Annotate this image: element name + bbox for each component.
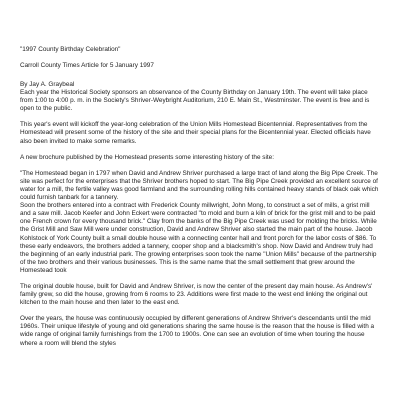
article-source: Carroll County Times Article for 5 January 1997 [20,62,154,69]
paragraph-2: This year's event will kickoff the year-long celebration of the Union Mills Homestead Bicentennial. Representatives from the Homestead will present some of the history of the site and their special plans for the Bicentennial year. Elected officials have also been invited to make some remarks. [20,121,371,145]
quote-paragraph-1: "The Homestead began in 1797 when David and Andrew Shriver purchased a large tract of land along the Big Pipe Creek. The site was perfect for the enterprises that the Shriver brothers hoped to start. The Big Pipe Creek provided an excellent source of water for a mill, the fertile valley was good farmland and the surrounding rolling hills contained heavy stands of black oak which could furnish tanbark for a tannery. [20,169,379,202]
paragraph-1: Each year the Historical Society sponsors an observance of the County Birthday on January 19th. The event will take place from 1:00 to 4:00 p. m. in the Society's Shriver-Weybright Auditorium, 210 E. Main St., Westminster. The event is free and is open to the public. [20,89,370,113]
quote-paragraph-2: Soon the brothers entered into a contract with Frederick County millwright, John Mong, to construct a set of mills, a grist mill and a saw mill. Jacob Keefer and John Eckert were contracted "to mold and burn a kiln of brick for the grist mill and to be paid one French crown for every thousand brick." Clay from the banks of the Big Pipe Creek was used for molding the bricks. While the Grist Mill and Saw Mill were under construction, David and Andrew Shriver also started the main part of the house. Jacob Kohlstock of York County built a small double house with a connecting center hall and front porch for the labor costs of $86. To these early endeavors, the brothers added a tannery, cooper shop and a blacksmith's shop. Now David and Andrew truly had the beginning of an early industrial park. The growing enterprises soon took the name "Union Mills" because of the partnership of the two brothers and their various businesses. This is the same name that the small settlement that grew around the Homestead took [20,202,377,274]
paragraph-4: The original double house, built for David and Andrew Shriver, is now the center of the present day main house. As Andrew's' family grew, so did the house, growing from 6 rooms to 23. Additions were first made to the west end linking the original out kitchen to the main house and then later to the east end. [20,282,373,307]
brochure-quote [20,170,380,275]
paragraph-5: Over the years, the house was continuously occupied by different generations of Andrew Shriver's descendants until the mid 1960s. Their unique lifestyle of young and old generations sharing the same house is the reason that the house is filled with a wide range of original family furnishings from the 1700 to 1900s. One can see an evolution of time when touring the house where a room will blend the styles [20,315,375,347]
paragraph-3: A new brochure published by the Homestead presents some interesting history of the site: [20,153,274,161]
byline: By Jay A. Graybeal [20,81,75,88]
document-title: "1997 County Birthday Celebration" [20,46,121,53]
